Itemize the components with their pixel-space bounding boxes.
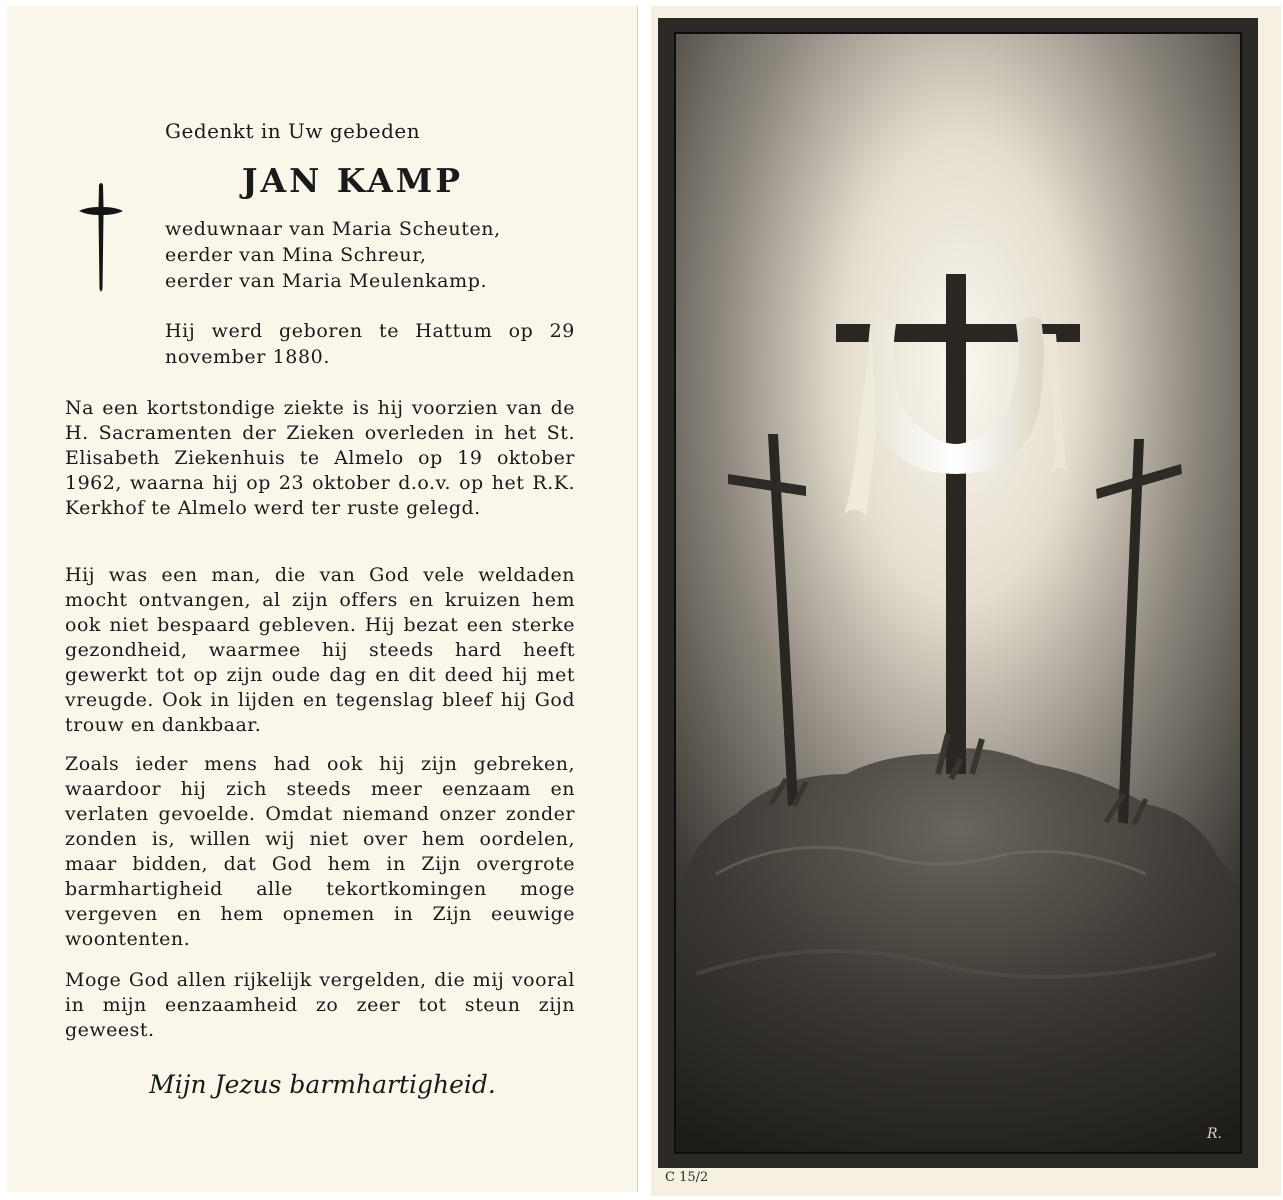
artwork-frame	[658, 18, 1258, 1168]
memorial-card-image-side	[651, 6, 1281, 1196]
spouse-line: weduwnaar van Maria Scheuten,	[165, 218, 501, 240]
memorial-card-text-side	[7, 6, 638, 1192]
thanks-paragraph: Moge God allen rijkelijk vergelden, die mij vooral in mijn eenzaamheid zo zeer tot steun zijn geweest.	[65, 969, 575, 1041]
spouses-list	[165, 216, 575, 294]
spouse-line: eerder van Maria Meulenkamp.	[165, 270, 488, 292]
closing-prayer: Mijn Jezus barmhartigheid.	[149, 1070, 496, 1099]
spouse-line: eerder van Mina Schreur,	[165, 244, 427, 266]
three-crosses-illustration	[676, 34, 1242, 1152]
prayer-paragraph: Zoals ieder mens had ook hij zijn gebreken, waardoor hij zich steeds meer eenzaam en verlaten gevoelde. Omdat niemand onzer zonder zonden is, willen wij niet over hem oordelen, maar bidden, dat God hem in Zijn overgrote barmhartigheid alle tekortkomingen moge vergeven en hem opnemen in Zijn eeuwige woontenten.	[65, 753, 575, 950]
artist-signature: R.	[1207, 1126, 1222, 1142]
greeting: Gedenkt in Uw gebeden	[165, 119, 421, 143]
birth-statement: Hij werd geboren te Hattum op 29 november 1880.	[165, 320, 575, 368]
death-paragraph: Na een kortstondige ziekte is hij voorzien van de H. Sacramenten der Zieken overleden in het St. Elisabeth Ziekenhuis te Almelo op 19 oktober 1962, waarna hij op 23 oktober d.o.v. op het R.K. Kerkhof te Almelo werd ter ruste gelegd.	[65, 397, 575, 519]
artwork-panel	[674, 32, 1242, 1154]
life-paragraph: Hij was een man, die van God vele weldaden mocht ontvangen, al zijn offers en kruizen hem ook niet bespaard gebleven. Hij bezat een sterke gezondheid, waarmee hij steeds hard heeft gewerkt tot op zijn oude dag en dit deed hij met vreugde. Ook in lijden en tegenslag bleef hij God trouw en dankbaar.	[65, 564, 575, 736]
print-code: C 15/2	[665, 1170, 709, 1185]
deceased-name: JAN KAMP	[241, 161, 464, 200]
